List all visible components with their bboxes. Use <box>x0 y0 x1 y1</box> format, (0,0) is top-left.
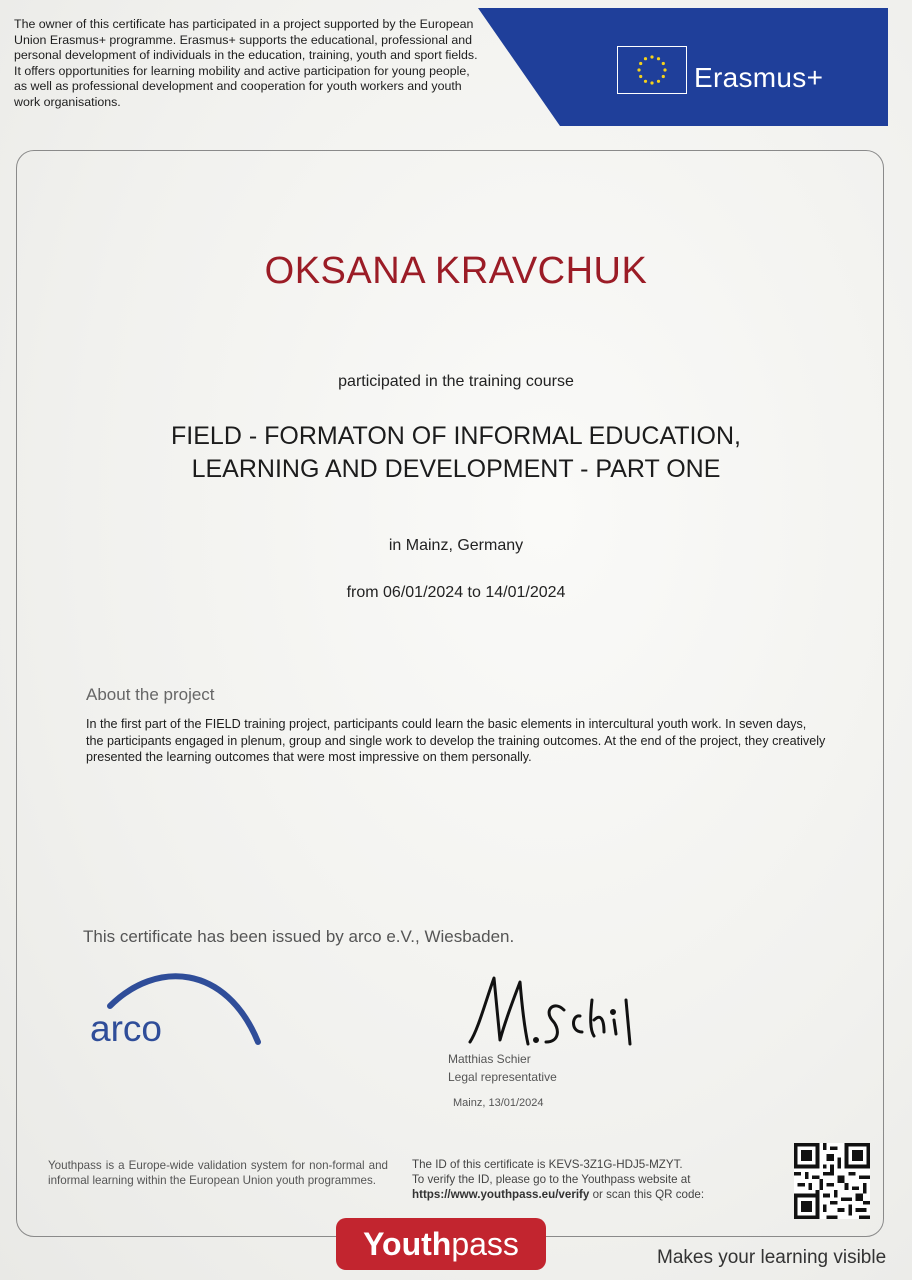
erasmus-logo-text: Erasmus+ <box>694 62 824 93</box>
verify-block <box>412 1157 792 1202</box>
about-body: In the first part of the FIELD training project, participants could learn the basic elements in intercultural youth work. In seven days, the participants engaged in plenum, group and single work to develop the training outcomes. At the end of the project, they creatively presented the learning outcomes that were most impressive on them personally. <box>86 717 826 764</box>
sign-place-date: Mainz, 13/01/2024 <box>453 1097 544 1109</box>
course-title-line-1: FIELD - FORMATON OF INFORMAL EDUCATION, <box>171 422 741 450</box>
certificate-id-text: The ID of this certificate is KEVS-3Z1G-HDJ5-MZYT. <box>412 1158 683 1171</box>
signer-name: Matthias Schier <box>448 1052 531 1066</box>
verify-instruction: To verify the ID, please go to the Youthpass website at <box>412 1173 691 1186</box>
youthpass-tagline: Makes your learning visible <box>657 1247 887 1268</box>
youthpass-logo <box>336 1218 546 1270</box>
about-heading: About the project <box>86 685 215 704</box>
verify-url-line <box>412 1187 792 1202</box>
signature <box>460 970 640 1055</box>
youthpass-logo-bold: Youth <box>363 1226 452 1262</box>
course-title-line-2: LEARNING AND DEVELOPMENT - PART ONE <box>191 455 721 483</box>
issued-by-text: This certificate has been issued by arco e.V., Wiesbaden. <box>83 927 515 946</box>
eu-flag-icon <box>617 46 687 94</box>
course-location: in Mainz, Germany <box>388 537 524 554</box>
youthpass-info-text: Youthpass is a Europe-wide validation system for non-formal and informal learning within the European Union youth programmes. <box>48 1159 388 1187</box>
erasmus-intro-text: The owner of this certificate has participated in a project supported by the European Union Erasmus+ programme. Erasmus+ supports the educational, professional and personal development of individuals in the education, training, youth and sport fields. It offers opportunities for learning mobility and active participation for young people, as well as professional development and cooperation for youth workers and youth work organisations. <box>14 17 478 109</box>
qr-code-icon[interactable] <box>794 1143 870 1219</box>
youthpass-logo-rest: pass <box>451 1226 519 1262</box>
verify-url-link[interactable]: https://www.youthpass.eu/verify <box>412 1188 590 1201</box>
verify-qr-text: or scan this QR code: <box>592 1188 705 1201</box>
signer-role: Legal representative <box>448 1070 557 1084</box>
course-title <box>0 420 912 486</box>
arco-logo: arco <box>90 1008 162 1049</box>
course-dates: from 06/01/2024 to 14/01/2024 <box>346 584 566 601</box>
participated-text: participated in the training course <box>338 373 574 390</box>
participant-name: OKSANA KRAVCHUK <box>264 250 648 292</box>
